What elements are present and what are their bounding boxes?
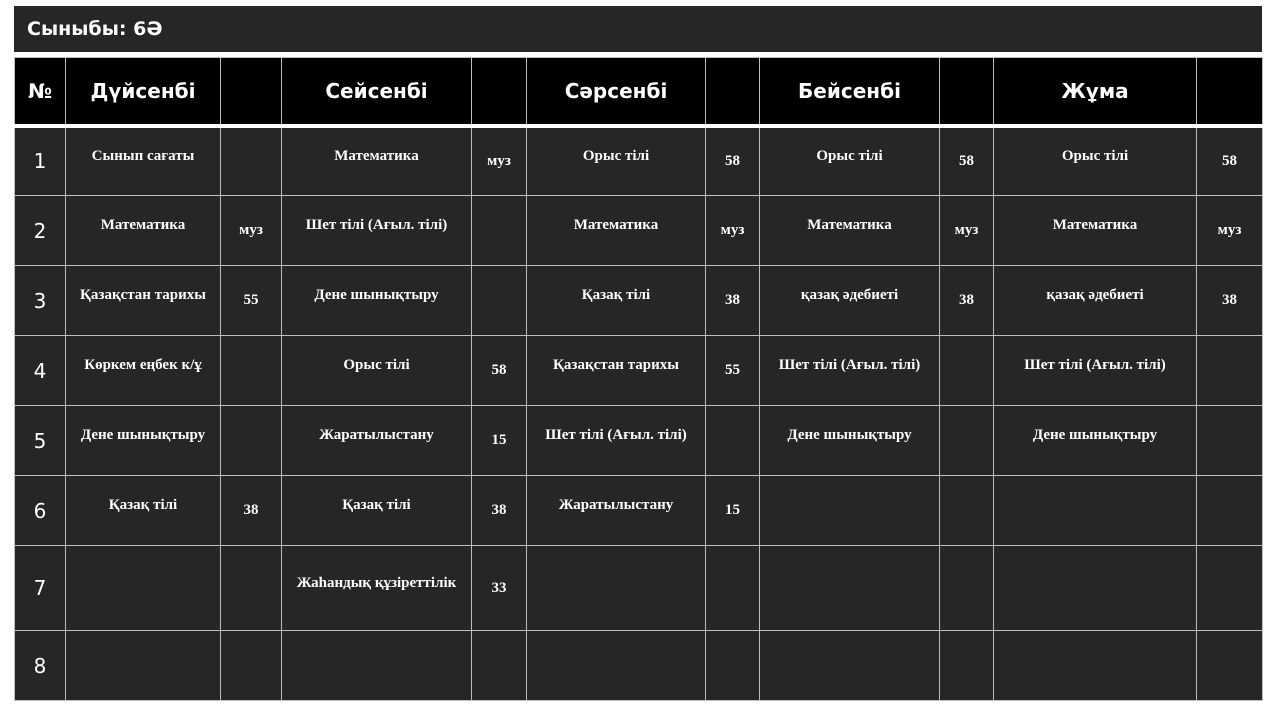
subject-label: Математика (1052, 217, 1138, 233)
subject-cell (66, 126, 221, 196)
room-label: 38 (1222, 292, 1237, 308)
subject-cell (282, 126, 472, 196)
lesson-number: 8 (15, 631, 66, 701)
room-label: 38 (243, 502, 259, 518)
room-label: 38 (725, 292, 740, 308)
room-cell (221, 476, 282, 546)
subject-cell (760, 196, 940, 266)
subject-cell (66, 336, 221, 406)
subject-label: Қазақ тілі (108, 497, 178, 513)
room-cell (706, 196, 760, 266)
subject-label: Қазақ тілі (342, 497, 411, 513)
subject-label: Математика (334, 147, 419, 164)
header-day-wednesday: Сәрсенбі (527, 58, 706, 126)
subject-label: Шет тілі (Ағыл. тілі) (778, 357, 921, 373)
subject-label: Орыс тілі (1061, 147, 1129, 164)
subject-label: Орыс тілі (816, 147, 883, 164)
subject-cell (527, 631, 706, 701)
room-label: муз (487, 152, 511, 169)
subject-cell (527, 126, 706, 196)
room-cell (940, 126, 994, 196)
subject-label: Дене шынықтыру (80, 427, 206, 443)
table-row (15, 336, 1263, 406)
room-cell (940, 476, 994, 546)
table-row (15, 266, 1263, 336)
subject-cell (527, 336, 706, 406)
subject-cell (282, 196, 472, 266)
lesson-number: 5 (15, 406, 66, 476)
room-cell (940, 546, 994, 631)
header-day-thursday: Бейсенбі (760, 58, 940, 126)
room-cell (472, 196, 527, 266)
subject-cell (282, 406, 472, 476)
room-cell (1197, 266, 1263, 336)
table-row (15, 196, 1263, 266)
subject-label: Жаратылыстану (558, 497, 674, 513)
subject-label: Қазақ тілі (581, 287, 651, 303)
room-cell (472, 546, 527, 631)
room-label: 15 (725, 502, 740, 518)
subject-label: Математика (100, 217, 186, 233)
header-room-monday (221, 58, 282, 126)
subject-cell (994, 631, 1197, 701)
subject-cell (66, 546, 221, 631)
room-cell (472, 336, 527, 406)
room-label: муз (1217, 222, 1242, 238)
subject-cell (282, 476, 472, 546)
room-label: 55 (243, 292, 259, 308)
room-label: муз (954, 222, 979, 238)
subject-cell (760, 476, 940, 546)
room-cell (472, 476, 527, 546)
room-cell (472, 266, 527, 336)
room-cell (472, 126, 527, 196)
lesson-number: 2 (15, 196, 66, 266)
subject-cell (527, 476, 706, 546)
subject-label: қазақ әдебиеті (800, 287, 899, 303)
room-cell (940, 266, 994, 336)
subject-label: Шет тілі (Ағыл. тілі) (1024, 357, 1166, 373)
room-label: муз (239, 222, 263, 238)
subject-label: Жаратылыстану (319, 427, 434, 443)
subject-label: Орыс тілі (343, 357, 410, 373)
room-cell (706, 476, 760, 546)
schedule-body (15, 126, 1263, 701)
header-day-friday: Жұма (994, 58, 1197, 126)
room-cell (1197, 476, 1263, 546)
room-label: 15 (491, 432, 507, 448)
room-cell (706, 266, 760, 336)
room-cell (472, 631, 527, 701)
subject-cell (66, 631, 221, 701)
room-cell (940, 631, 994, 701)
subject-cell (282, 631, 472, 701)
table-row (15, 406, 1263, 476)
room-cell (1197, 406, 1263, 476)
subject-label: Жаһандық құзіреттілік (296, 574, 457, 591)
subject-cell (994, 546, 1197, 631)
subject-cell (527, 546, 706, 631)
subject-cell (66, 196, 221, 266)
subject-label: қазақ әдебиеті (1046, 287, 1144, 303)
room-cell (940, 196, 994, 266)
subject-cell (994, 196, 1197, 266)
header-day-tuesday: Сейсенбі (282, 58, 472, 126)
room-cell (472, 406, 527, 476)
room-label: 58 (959, 152, 974, 169)
subject-cell (527, 266, 706, 336)
subject-cell (994, 476, 1197, 546)
room-cell (706, 631, 760, 701)
room-label: 58 (725, 152, 740, 169)
room-cell (940, 406, 994, 476)
table-row (15, 126, 1263, 196)
subject-label: Қазақстан тарихы (553, 357, 679, 373)
subject-label: Орыс тілі (582, 147, 650, 164)
room-cell (706, 406, 760, 476)
header-room-wednesday (706, 58, 760, 126)
subject-cell (527, 406, 706, 476)
subject-cell (66, 266, 221, 336)
subject-cell (66, 476, 221, 546)
lesson-number: 3 (15, 266, 66, 336)
room-cell (221, 631, 282, 701)
room-cell (221, 266, 282, 336)
room-cell (1197, 196, 1263, 266)
subject-label: Шет тілі (Ағыл. тілі) (305, 217, 448, 233)
subject-cell (760, 631, 940, 701)
header-room-thursday (940, 58, 994, 126)
table-row (15, 546, 1263, 631)
room-label: 55 (725, 362, 740, 378)
room-label: 38 (491, 502, 507, 518)
class-title: Сыныбы: 6Ә (14, 6, 1262, 52)
room-cell (706, 126, 760, 196)
subject-label: Математика (573, 217, 659, 233)
subject-cell (760, 336, 940, 406)
room-cell (1197, 631, 1263, 701)
lesson-number: 6 (15, 476, 66, 546)
subject-cell (66, 406, 221, 476)
subject-cell (760, 126, 940, 196)
subject-label: Дене шынықтыру (1032, 427, 1158, 443)
lesson-number: 7 (15, 546, 66, 631)
header-room-tuesday (472, 58, 527, 126)
room-cell (221, 196, 282, 266)
header-row (15, 58, 1263, 126)
room-label: 58 (491, 362, 507, 378)
room-cell (706, 336, 760, 406)
subject-cell (994, 406, 1197, 476)
subject-cell (282, 266, 472, 336)
subject-label: Дене шынықтыру (787, 427, 912, 443)
header-day-monday: Дүйсенбі (66, 58, 221, 126)
table-row (15, 476, 1263, 546)
header-room-friday (1197, 58, 1263, 126)
room-cell (221, 406, 282, 476)
subject-label: Сынып сағаты (91, 147, 195, 164)
subject-cell (760, 546, 940, 631)
room-label: муз (720, 222, 745, 238)
room-label: 33 (491, 579, 507, 596)
room-cell (221, 126, 282, 196)
subject-cell (282, 546, 472, 631)
header-number: № (15, 58, 66, 126)
subject-cell (994, 126, 1197, 196)
subject-label: Математика (807, 217, 892, 233)
lesson-number: 4 (15, 336, 66, 406)
subject-cell (760, 406, 940, 476)
room-label: 38 (959, 292, 974, 308)
schedule-table (14, 57, 1263, 701)
subject-label: Қазақстан тарихы (80, 287, 206, 303)
subject-label: Дене шынықтыру (314, 287, 439, 303)
subject-cell (527, 196, 706, 266)
subject-cell (994, 336, 1197, 406)
subject-label: Көркем еңбек к/ұ (84, 357, 202, 373)
room-label: 58 (1222, 152, 1237, 169)
room-cell (1197, 126, 1263, 196)
subject-cell (282, 336, 472, 406)
subject-cell (994, 266, 1197, 336)
room-cell (221, 336, 282, 406)
subject-cell (760, 266, 940, 336)
room-cell (221, 546, 282, 631)
room-cell (940, 336, 994, 406)
table-row (15, 631, 1263, 701)
room-cell (1197, 546, 1263, 631)
subject-label: Шет тілі (Ағыл. тілі) (545, 427, 687, 443)
room-cell (1197, 336, 1263, 406)
lesson-number: 1 (15, 126, 66, 196)
room-cell (706, 546, 760, 631)
